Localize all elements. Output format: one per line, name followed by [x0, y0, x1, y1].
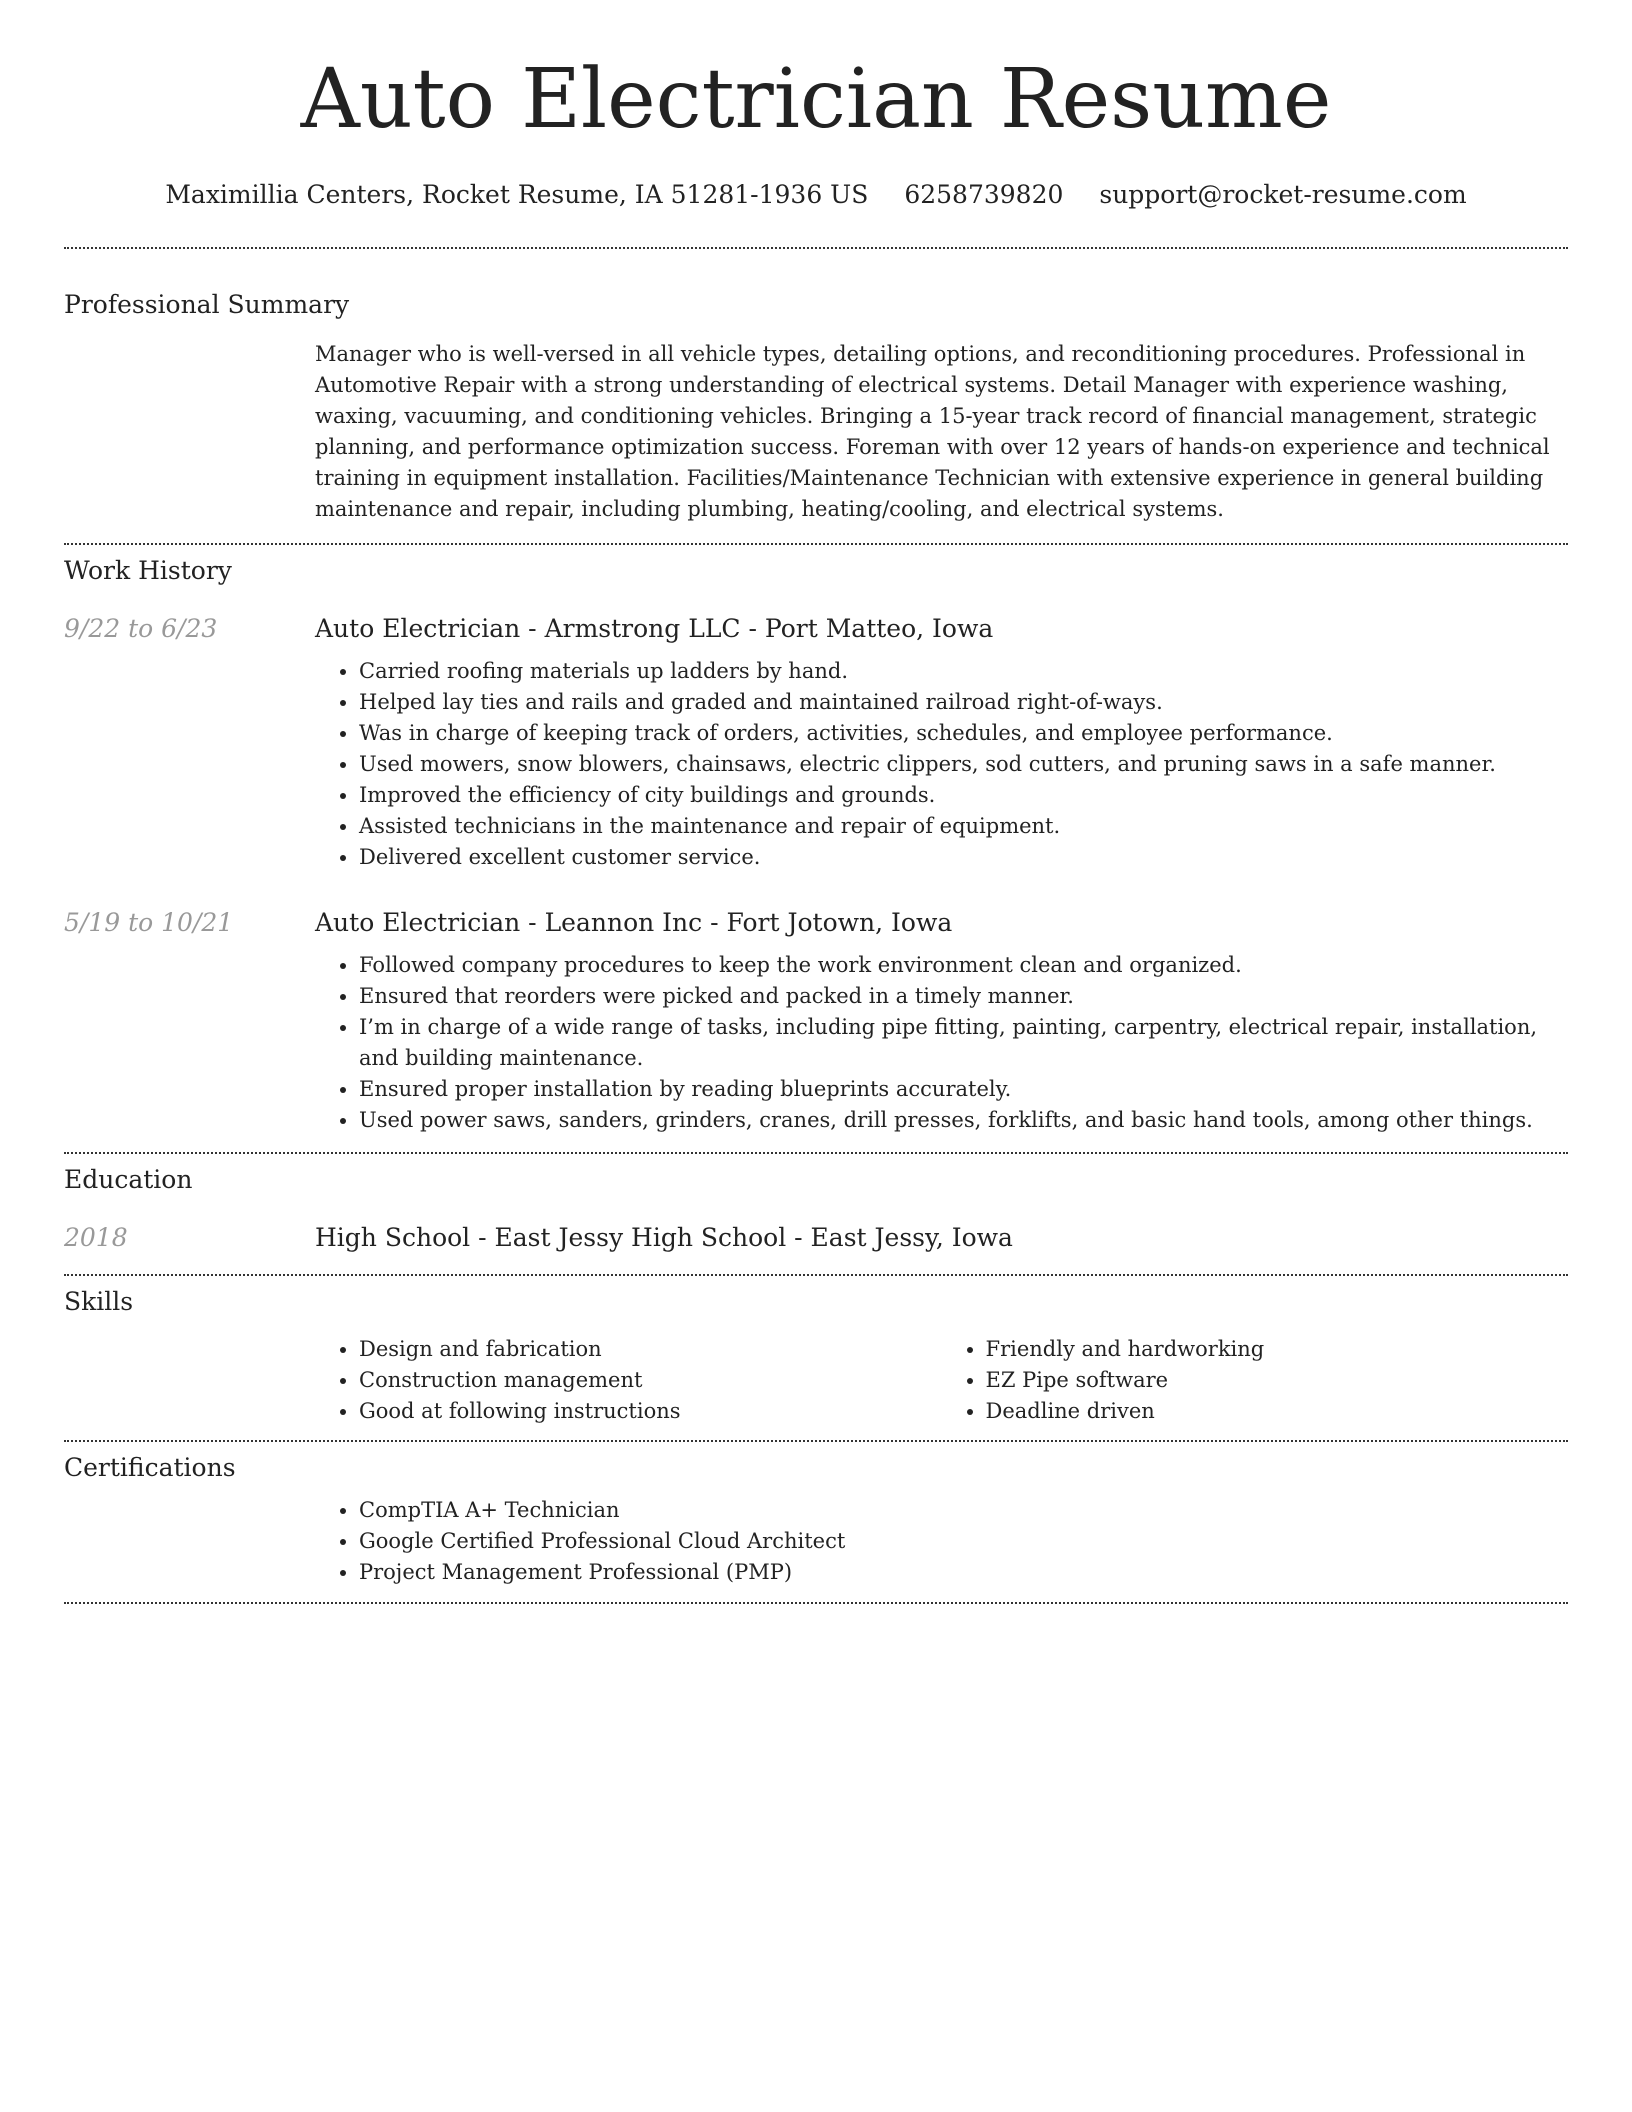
resume-page [64, 0, 1568, 1604]
education-year: 2018 [64, 1223, 128, 1252]
job-title: Auto Electrician - Leannon Inc - Fort Jotown, Iowa [315, 908, 953, 937]
list-item: • Used mowers, snow blowers, chainsaws, electric clippers, sod cutters, and pruning saws in a safe manner. [359, 749, 1568, 780]
work-section [64, 545, 1568, 1136]
list-item: • CompTIA A+ Technician [359, 1495, 1568, 1526]
job-entry [64, 612, 1568, 873]
resume-header [64, 0, 1568, 212]
summary-section [64, 249, 1568, 525]
section-heading-work: Work History [64, 556, 232, 585]
list-item: • Helped lay ties and rails and graded and maintained railroad right-of-ways. [359, 687, 1568, 718]
list-item: • Followed company procedures to keep the work environment clean and organized. [359, 950, 1568, 981]
skills-grid [315, 1334, 1568, 1427]
skills-list-left [315, 1334, 942, 1427]
list-item: • Used power saws, sanders, grinders, cranes, drill presses, forklifts, and basic hand tools, among other things. [359, 1105, 1568, 1136]
contact-phone: 6258739820 [904, 180, 1064, 209]
job-dates: 5/19 to 10/21 [64, 908, 234, 937]
list-item: • Ensured proper installation by reading blueprints accurately. [359, 1074, 1568, 1105]
section-heading-certifications: Certifications [64, 1453, 236, 1482]
education-section [64, 1154, 1568, 1255]
section-heading-summary: Professional Summary [64, 290, 350, 319]
section-heading-education: Education [64, 1165, 193, 1194]
job-entry [64, 906, 1568, 1136]
list-item: • Assisted technicians in the maintenance and repair of equipment. [359, 811, 1568, 842]
list-item: • Improved the efficiency of city buildings and grounds. [359, 780, 1568, 811]
list-item: • Project Management Professional (PMP) [359, 1557, 1568, 1588]
contact-line [64, 178, 1568, 212]
list-item: • EZ Pipe software [986, 1365, 1569, 1396]
job-dates: 9/22 to 6/23 [64, 614, 218, 643]
list-item: • Design and fabrication [359, 1334, 942, 1365]
education-title: High School - East Jessy High School - East Jessy, Iowa [315, 1223, 1013, 1252]
list-item: • Delivered excellent customer service. [359, 842, 1568, 873]
job-bullets [315, 656, 1568, 873]
list-item: • Friendly and hardworking [986, 1334, 1569, 1365]
list-item: • Carried roofing materials up ladders by hand. [359, 656, 1568, 687]
divider [64, 1602, 1568, 1604]
list-item: • Deadline driven [986, 1396, 1569, 1427]
list-item: • Was in charge of keeping track of orders, activities, schedules, and employee performance. [359, 718, 1568, 749]
resume-title: Auto Electrician Resume [300, 52, 1332, 147]
list-item: • Good at following instructions [359, 1396, 942, 1427]
job-bullets [315, 950, 1568, 1136]
list-item: • Google Certified Professional Cloud Architect [359, 1526, 1568, 1557]
skills-list-right [942, 1334, 1569, 1427]
skills-section [64, 1276, 1568, 1427]
summary-text: Manager who is well-versed in all vehicle types, detailing options, and reconditioning procedures. Professional in Automotive Repair with a strong understanding of electrical systems. Detail Manager with experience washing, waxing, vacuuming, and conditioning vehicles. Bringing a 15-year track record of financial management, strategic planning, and performance optimization success. Foreman with over 12 years of hands-on experience and technical training in equipment installation. Facilities/Maintenance Technician with extensive experience in general building maintenance and repair, including plumbing, heating/cooling, and electrical systems. [315, 342, 1550, 521]
section-heading-skills: Skills [64, 1287, 134, 1316]
job-title: Auto Electrician - Armstrong LLC - Port Matteo, Iowa [315, 614, 994, 643]
list-item: • Ensured that reorders were picked and packed in a timely manner. [359, 981, 1568, 1012]
list-item: • I’m in charge of a wide range of tasks, including pipe fitting, painting, carpentry, electrical repair, installation, and building maintenance. [359, 1012, 1568, 1074]
contact-address: Maximillia Centers, Rocket Resume, IA 51281-1936 US [165, 180, 869, 209]
list-item: • Construction management [359, 1365, 942, 1396]
certifications-section [64, 1442, 1568, 1588]
contact-email: support@rocket-resume.com [1099, 180, 1467, 209]
certifications-list [315, 1495, 1568, 1588]
education-entry [64, 1221, 1568, 1255]
